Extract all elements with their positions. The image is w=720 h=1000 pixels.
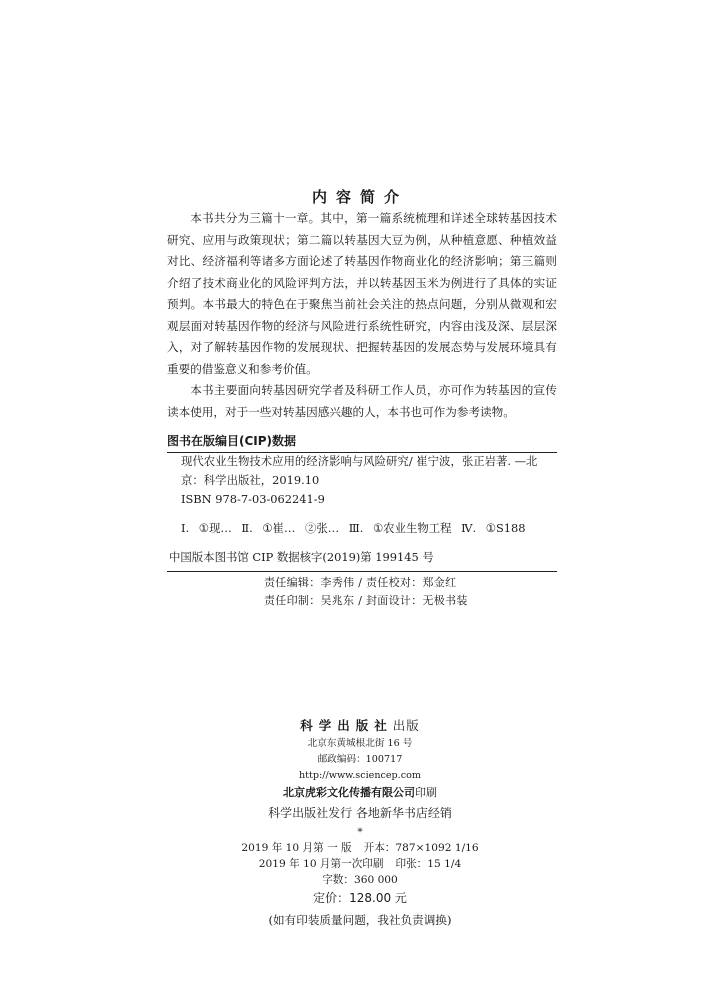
price: 定价：128.00 元 — [313, 891, 407, 905]
format-info: 开本：787×1092 1/16 — [363, 842, 479, 854]
printer-line — [0, 784, 720, 802]
classification-line: Ⅰ. ①现… Ⅱ. ①崔… ②张… Ⅲ. ①农业生物工程 Ⅳ. ①S188 — [181, 521, 526, 535]
publisher-address: 北京东黄城根北街 16 号 — [307, 738, 413, 749]
publisher-line — [0, 716, 720, 736]
summary-section — [167, 208, 557, 423]
imprint-section — [0, 716, 720, 932]
word-count: 字数：360 000 — [322, 874, 398, 886]
cip-header: 图书在版编目(CIP)数据 — [167, 432, 557, 453]
cip-data-number: 中国版本图书馆 CIP 数据核字(2019)第 199145 号 — [167, 548, 557, 572]
summary-title: 内容简介 — [311, 188, 408, 206]
sheets-info: 印张：15 1/4 — [395, 858, 462, 870]
separator-asterisk: * — [357, 826, 363, 838]
printer-name: 北京虎彩文化传播有限公司 — [283, 786, 415, 799]
edition-info: 2019 年 10 月第 一 版 — [241, 842, 352, 854]
distribution: 科学出版社发行 各地新华书店经销 — [268, 806, 452, 820]
edition-line — [0, 840, 720, 856]
printing-line — [0, 856, 720, 872]
staff-credits — [264, 574, 564, 610]
staff-line-editors: 责任编辑：李秀伟 / 责任校对：郑金红 — [264, 576, 457, 589]
website: http://www.sciencep.com — [299, 770, 421, 781]
printer-suffix: 印刷 — [415, 786, 437, 799]
cip-book-entry: 现代农业生物技术应用的经济影响与风险研究/ 崔宁波，张正岩著. —北京：科学出版社，2019.10 — [181, 454, 538, 487]
summary-paragraph-1: 本书共分为三篇十一章。其中，第一篇系统梳理和详述全球转基因技术研究、应用与政策现状；第二篇以转基因大豆为例，从种植意愿、种植效益对比、经济福利等诸多方面论述了转基因作物商业化的经济影响；第三篇则介绍了技术商业化的风险评判方法，并以转基因玉米为例进行了具体的实证预判。本书最大的特色在于聚焦当前社会关注的热点问题，分别从微观和宏观层面对转基因作物的经济与风险进行系统性研究，内容由浅及深、层层深入，对了解转基因作物的发展现状、把握转基因的发展态势与发展环境具有重要的借鉴意义和参考价值。 — [167, 211, 557, 376]
cip-section — [167, 452, 557, 572]
postcode: 邮政编码：100717 — [317, 754, 403, 765]
publisher-suffix: 出版 — [392, 718, 420, 733]
summary-paragraph-2: 本书主要面向转基因研究学者及科研工作人员，亦可作为转基因的宣传读本使用，对于一些对转基因感兴趣的人，本书也可作为参考读物。 — [167, 383, 557, 419]
staff-line-production: 责任印制：吴兆东 / 封面设计：无极书装 — [264, 594, 468, 607]
printing-info: 2019 年 10 月第一次印刷 — [258, 858, 384, 870]
publisher-name: 科学出版社 — [300, 718, 393, 733]
isbn: ISBN 978-7-03-062241-9 — [181, 492, 325, 506]
quality-notice: (如有印装质量问题，我社负责调换) — [268, 913, 452, 927]
